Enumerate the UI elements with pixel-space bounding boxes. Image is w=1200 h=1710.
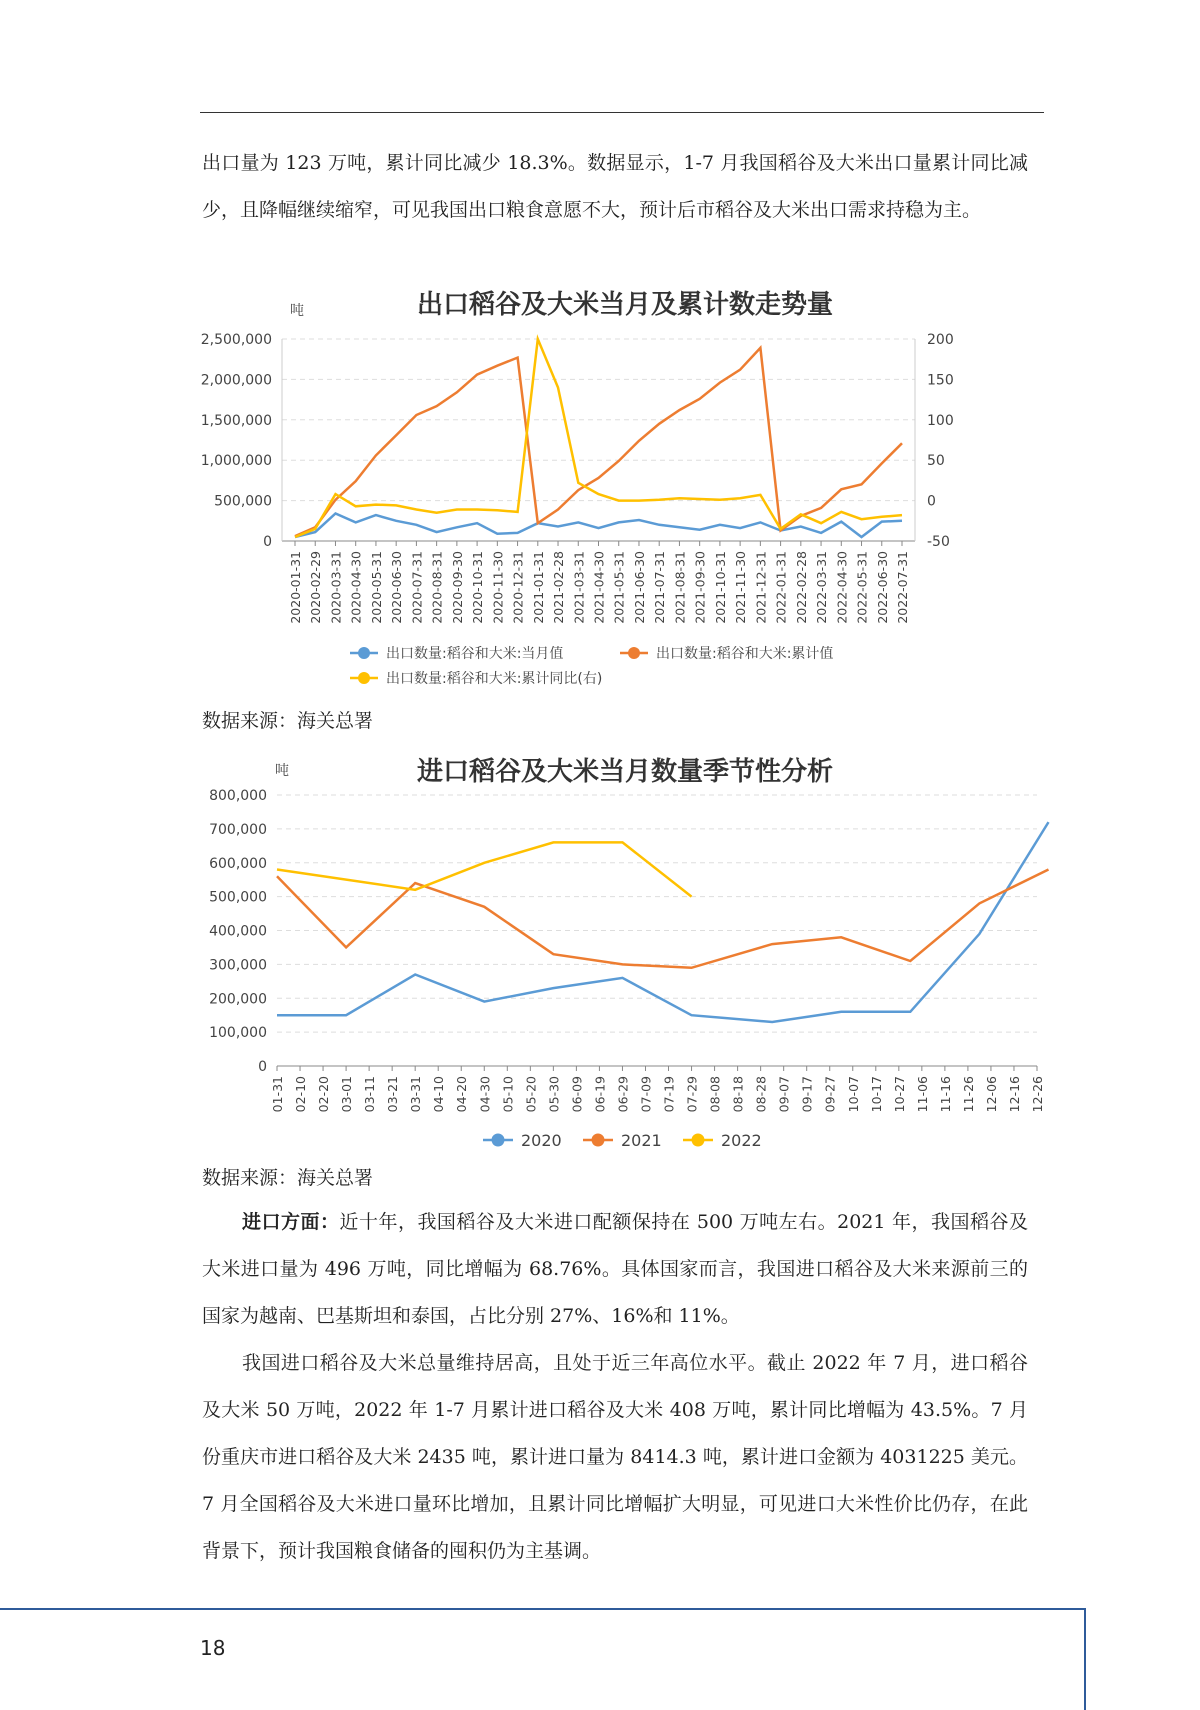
x-tick-label: 2020-04-30	[348, 551, 364, 624]
x-tick-label: 03-31	[408, 1076, 424, 1113]
series-line	[295, 339, 902, 537]
x-tick-label: 2020-09-30	[449, 551, 465, 624]
x-tick-label: 07-19	[661, 1076, 677, 1113]
series-line	[295, 514, 902, 538]
y-tick-label: 2,000,000	[200, 372, 272, 389]
x-tick-label: 04-10	[431, 1076, 447, 1113]
y-tick-label: 700,000	[209, 821, 267, 838]
x-tick-label: 2022-03-31	[814, 551, 830, 624]
y-tick-label: 200,000	[209, 991, 267, 1008]
x-tick-label: 2021-05-31	[611, 551, 627, 624]
chart-title: 出口稻谷及大米当月及累计数走势量	[416, 290, 834, 320]
x-tick-label: 03-01	[339, 1076, 355, 1113]
page-number: 18	[200, 1636, 226, 1660]
export-chart	[195, 285, 1055, 695]
y-tick-label: 300,000	[209, 957, 267, 974]
x-tick-label: 01-31	[270, 1076, 285, 1113]
footer-frame	[0, 1608, 1086, 1710]
x-tick-label: 2020-02-29	[308, 551, 324, 624]
x-tick-label: 2021-09-30	[692, 551, 708, 624]
x-tick-label: 2021-03-31	[571, 551, 587, 624]
header-rule	[200, 112, 1044, 113]
y2-tick-label: 200	[927, 332, 954, 348]
x-tick-label: 11-26	[960, 1076, 976, 1113]
y-tick-label: 600,000	[209, 855, 267, 872]
x-tick-label: 09-07	[776, 1076, 792, 1113]
x-tick-label: 07-09	[638, 1076, 654, 1113]
data-source-1: 数据来源：海关总署	[202, 710, 374, 732]
import-heading: 进口方面：	[242, 1211, 340, 1233]
y-axis-unit-label: 吨	[275, 763, 289, 779]
x-tick-label: 2022-05-31	[854, 551, 870, 624]
x-tick-label: 06-09	[569, 1076, 585, 1113]
x-tick-label: 2020-03-31	[328, 551, 344, 624]
x-tick-label: 12-26	[1030, 1076, 1045, 1113]
paragraph-import	[202, 1199, 1028, 1340]
x-tick-label: 11-06	[914, 1076, 930, 1113]
legend-label: 2022	[721, 1131, 762, 1150]
x-tick-label: 04-30	[477, 1076, 493, 1113]
x-tick-label: 2022-01-31	[773, 551, 789, 624]
x-tick-label: 2022-04-30	[834, 551, 850, 624]
paragraph-import-total: 我国进口稻谷及大米总量维持居高，且处于近三年高位水平。截止 2022 年 7 月，进口稻谷及大米 50 万吨，2022 年 1-7 月累计进口稻谷及大米 408 万吨，累计同比增幅为 43.5%。7 月份重庆市进口稻谷及大米 2435 吨，累计进口量为 8414.3 吨，累计进口金额为 4031225 美元。7 月全国稻谷及大米进口量环比增加，且累计同比增幅扩大明显，可见进口大米性价比仍存，在此背景下，预计我国粮食储备的囤积仍为主基调。	[202, 1352, 1028, 1562]
legend-label: 出口数量:稻谷和大米:累计同比(右)	[386, 671, 603, 687]
legend-label: 2020	[521, 1131, 562, 1150]
x-tick-label: 10-27	[891, 1076, 907, 1113]
x-tick-label: 2020-01-31	[288, 551, 303, 624]
x-tick-label: 12-06	[983, 1076, 999, 1113]
legend-marker	[358, 647, 370, 659]
y-axis-unit-label: 吨	[290, 303, 304, 319]
chart-title: 进口稻谷及大米当月数量季节性分析	[416, 757, 834, 787]
legend-label: 出口数量:稻谷和大米:当月值	[386, 646, 564, 662]
x-tick-label: 2020-08-31	[429, 551, 445, 624]
y2-tick-label: -50	[927, 534, 950, 550]
x-tick-label: 2021-07-31	[652, 551, 668, 624]
y-tick-label: 800,000	[209, 788, 267, 804]
y2-tick-label: 100	[927, 412, 954, 429]
x-tick-label: 09-27	[822, 1076, 838, 1113]
x-tick-label: 2021-02-28	[551, 551, 567, 624]
x-tick-label: 2021-06-30	[631, 551, 647, 624]
legend-marker	[492, 1134, 505, 1147]
import-text: 近十年，我国稻谷及大米进口配额保持在 500 万吨左右。2021 年，我国稻谷及大米进口量为 496 万吨，同比增幅为 68.76%。具体国家而言，我国进口稻谷及大米来源前三的国家为越南、巴基斯坦和泰国，占比分别 27%、16%和 11%。	[202, 1211, 1028, 1327]
y-tick-label: 400,000	[209, 923, 267, 940]
x-tick-label: 11-16	[937, 1076, 953, 1113]
data-source-2: 数据来源：海关总署	[202, 1167, 374, 1189]
x-tick-label: 06-19	[592, 1076, 608, 1113]
x-tick-label: 2022-06-30	[874, 551, 890, 624]
series-line	[295, 348, 902, 536]
x-tick-label: 12-16	[1006, 1076, 1022, 1113]
y-tick-label: 0	[263, 534, 272, 550]
x-tick-label: 2020-12-31	[510, 551, 526, 624]
x-tick-label: 07-29	[684, 1076, 700, 1113]
series-line	[277, 822, 1049, 1022]
x-tick-label: 2021-04-30	[591, 551, 607, 624]
x-tick-label: 2020-05-31	[368, 551, 384, 624]
series-line	[277, 870, 1049, 968]
y2-tick-label: 50	[927, 453, 945, 470]
x-tick-label: 2022-02-28	[793, 551, 809, 624]
x-tick-label: 2020-10-31	[470, 551, 486, 624]
x-tick-label: 03-11	[362, 1076, 378, 1113]
paragraph-export-summary: 出口量为 123 万吨，累计同比减少 18.3%。数据显示，1-7 月我国稻谷及大米出口量累计同比减少，且降幅继续缩窄，可见我国出口粮食意愿不大，预计后市稻谷及大米出口需求持稳为主。	[202, 152, 1028, 221]
legend-label: 2021	[621, 1131, 662, 1150]
x-tick-label: 2020-07-31	[409, 551, 425, 624]
x-tick-label: 2021-11-30	[733, 551, 749, 624]
x-tick-label: 2020-11-30	[490, 551, 506, 624]
x-tick-label: 05-30	[546, 1076, 562, 1113]
x-tick-label: 2021-01-31	[530, 551, 546, 624]
y-tick-label: 500,000	[209, 889, 267, 906]
y-tick-label: 0	[258, 1059, 267, 1075]
y-tick-label: 1,000,000	[200, 453, 272, 470]
y-tick-label: 100,000	[209, 1025, 267, 1042]
y-tick-label: 500,000	[214, 493, 272, 510]
x-tick-label: 05-20	[523, 1076, 539, 1113]
x-tick-label: 2022-07-31	[895, 551, 910, 624]
legend-marker	[358, 672, 370, 684]
legend-label: 出口数量:稻谷和大米:累计值	[656, 646, 834, 662]
x-tick-label: 08-18	[730, 1076, 746, 1113]
x-tick-label: 02-20	[316, 1076, 332, 1113]
series-line	[277, 842, 692, 896]
y-tick-label: 1,500,000	[200, 412, 272, 429]
x-tick-label: 03-21	[385, 1076, 401, 1113]
x-tick-label: 2021-08-31	[672, 551, 688, 624]
x-tick-label: 2021-10-31	[712, 551, 728, 624]
x-tick-label: 2020-06-30	[389, 551, 405, 624]
x-tick-label: 08-28	[753, 1076, 769, 1113]
legend-marker	[692, 1134, 705, 1147]
x-tick-label: 04-20	[454, 1076, 470, 1113]
x-tick-label: 08-08	[707, 1076, 723, 1113]
y2-tick-label: 0	[927, 493, 936, 510]
legend-marker	[628, 647, 640, 659]
x-tick-label: 09-17	[799, 1076, 815, 1113]
y-tick-label: 2,500,000	[200, 332, 272, 348]
x-tick-label: 02-10	[293, 1076, 309, 1113]
x-tick-label: 10-17	[868, 1076, 884, 1113]
x-tick-label: 2021-12-31	[753, 551, 769, 624]
y2-tick-label: 150	[927, 372, 954, 389]
x-tick-label: 06-29	[615, 1076, 631, 1113]
x-tick-label: 05-10	[500, 1076, 516, 1113]
x-tick-label: 10-07	[845, 1076, 861, 1113]
legend-marker	[592, 1134, 605, 1147]
import-seasonal-chart	[195, 750, 1055, 1165]
